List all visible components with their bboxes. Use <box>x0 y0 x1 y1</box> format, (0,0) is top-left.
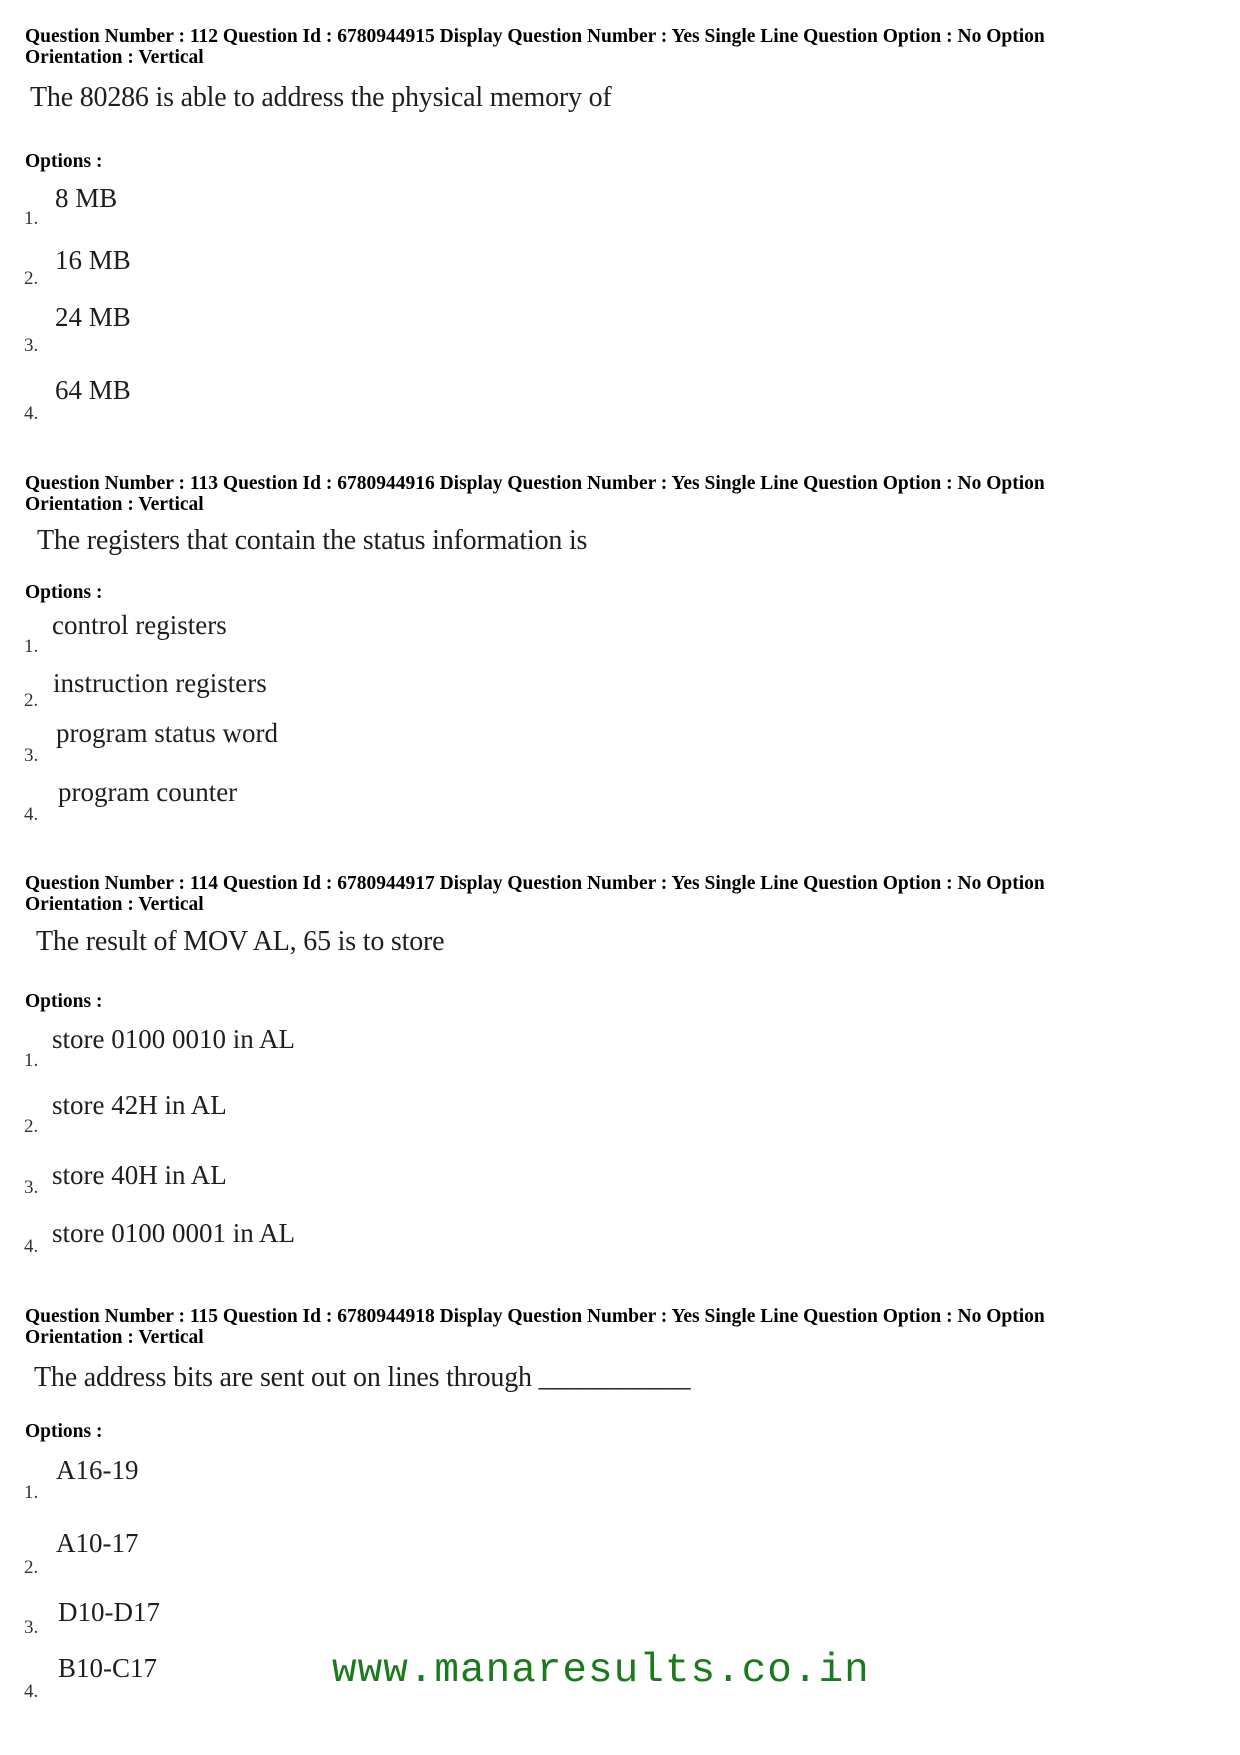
question-meta-line: Question Number : 114 Question Id : 6780944917 Display Question Number : Yes Single Line Question Option : No Option <box>25 873 1045 894</box>
option-text: A16-19 <box>56 1455 139 1485</box>
option-number: 4. <box>24 403 39 424</box>
option-number: 2. <box>24 268 39 289</box>
question-block-115 <box>25 1306 1215 1348</box>
option-text: D10-D17 <box>58 1597 160 1627</box>
option-number: 2. <box>24 690 39 711</box>
options-label: Options : <box>25 991 103 1012</box>
option-text: 24 MB <box>55 302 131 332</box>
question-meta-line: Question Number : 115 Question Id : 6780944918 Display Question Number : Yes Single Line Question Option : No Option <box>25 1306 1045 1327</box>
option-text: 64 MB <box>55 375 131 405</box>
options-label: Options : <box>25 582 103 603</box>
question-stem: The address bits are sent out on lines through ___________ <box>34 1362 691 1393</box>
option-number: 1. <box>24 636 39 657</box>
option-number: 1. <box>24 208 39 229</box>
option-text: A10-17 <box>56 1528 139 1558</box>
option-text: instruction registers <box>53 668 267 698</box>
question-block-112 <box>25 26 1215 68</box>
option-number: 4. <box>24 1236 39 1257</box>
option-text: control registers <box>52 610 227 640</box>
question-block-113 <box>25 473 1215 515</box>
question-meta-line: Question Number : 113 Question Id : 6780944916 Display Question Number : Yes Single Line Question Option : No Option <box>25 473 1045 494</box>
question-block-114 <box>25 873 1215 915</box>
option-number: 1. <box>24 1482 39 1503</box>
option-text: store 40H in AL <box>52 1160 227 1190</box>
question-meta-line: Orientation : Vertical <box>25 894 204 915</box>
option-text: store 0100 0010 in AL <box>52 1024 295 1054</box>
option-number: 1. <box>24 1050 39 1071</box>
option-number: 3. <box>24 1177 39 1198</box>
question-stem: The result of MOV AL, 65 is to store <box>36 926 445 957</box>
question-meta-line: Orientation : Vertical <box>25 47 204 68</box>
option-number: 2. <box>24 1557 39 1578</box>
option-text: 16 MB <box>55 245 131 275</box>
option-text: program status word <box>56 718 278 748</box>
question-stem: The registers that contain the status information is <box>37 525 588 556</box>
question-meta-line: Question Number : 112 Question Id : 6780944915 Display Question Number : Yes Single Line Question Option : No Option <box>25 26 1045 47</box>
option-number: 2. <box>24 1116 39 1137</box>
question-stem: The 80286 is able to address the physical memory of <box>30 82 612 113</box>
option-number: 3. <box>24 335 39 356</box>
option-text: B10-C17 <box>58 1653 158 1683</box>
option-number: 4. <box>24 804 39 825</box>
option-text: program counter <box>58 777 238 807</box>
option-number: 4. <box>24 1681 39 1702</box>
option-text: store 42H in AL <box>52 1090 227 1120</box>
option-text: store 0100 0001 in AL <box>52 1218 295 1248</box>
option-text: 8 MB <box>55 183 118 213</box>
option-number: 3. <box>24 745 39 766</box>
options-label: Options : <box>25 151 103 172</box>
question-meta-line: Orientation : Vertical <box>25 494 204 515</box>
options-label: Options : <box>25 1421 103 1442</box>
watermark-url: www.manaresults.co.in <box>332 1648 870 1694</box>
question-meta-line: Orientation : Vertical <box>25 1327 204 1348</box>
option-number: 3. <box>24 1617 39 1638</box>
